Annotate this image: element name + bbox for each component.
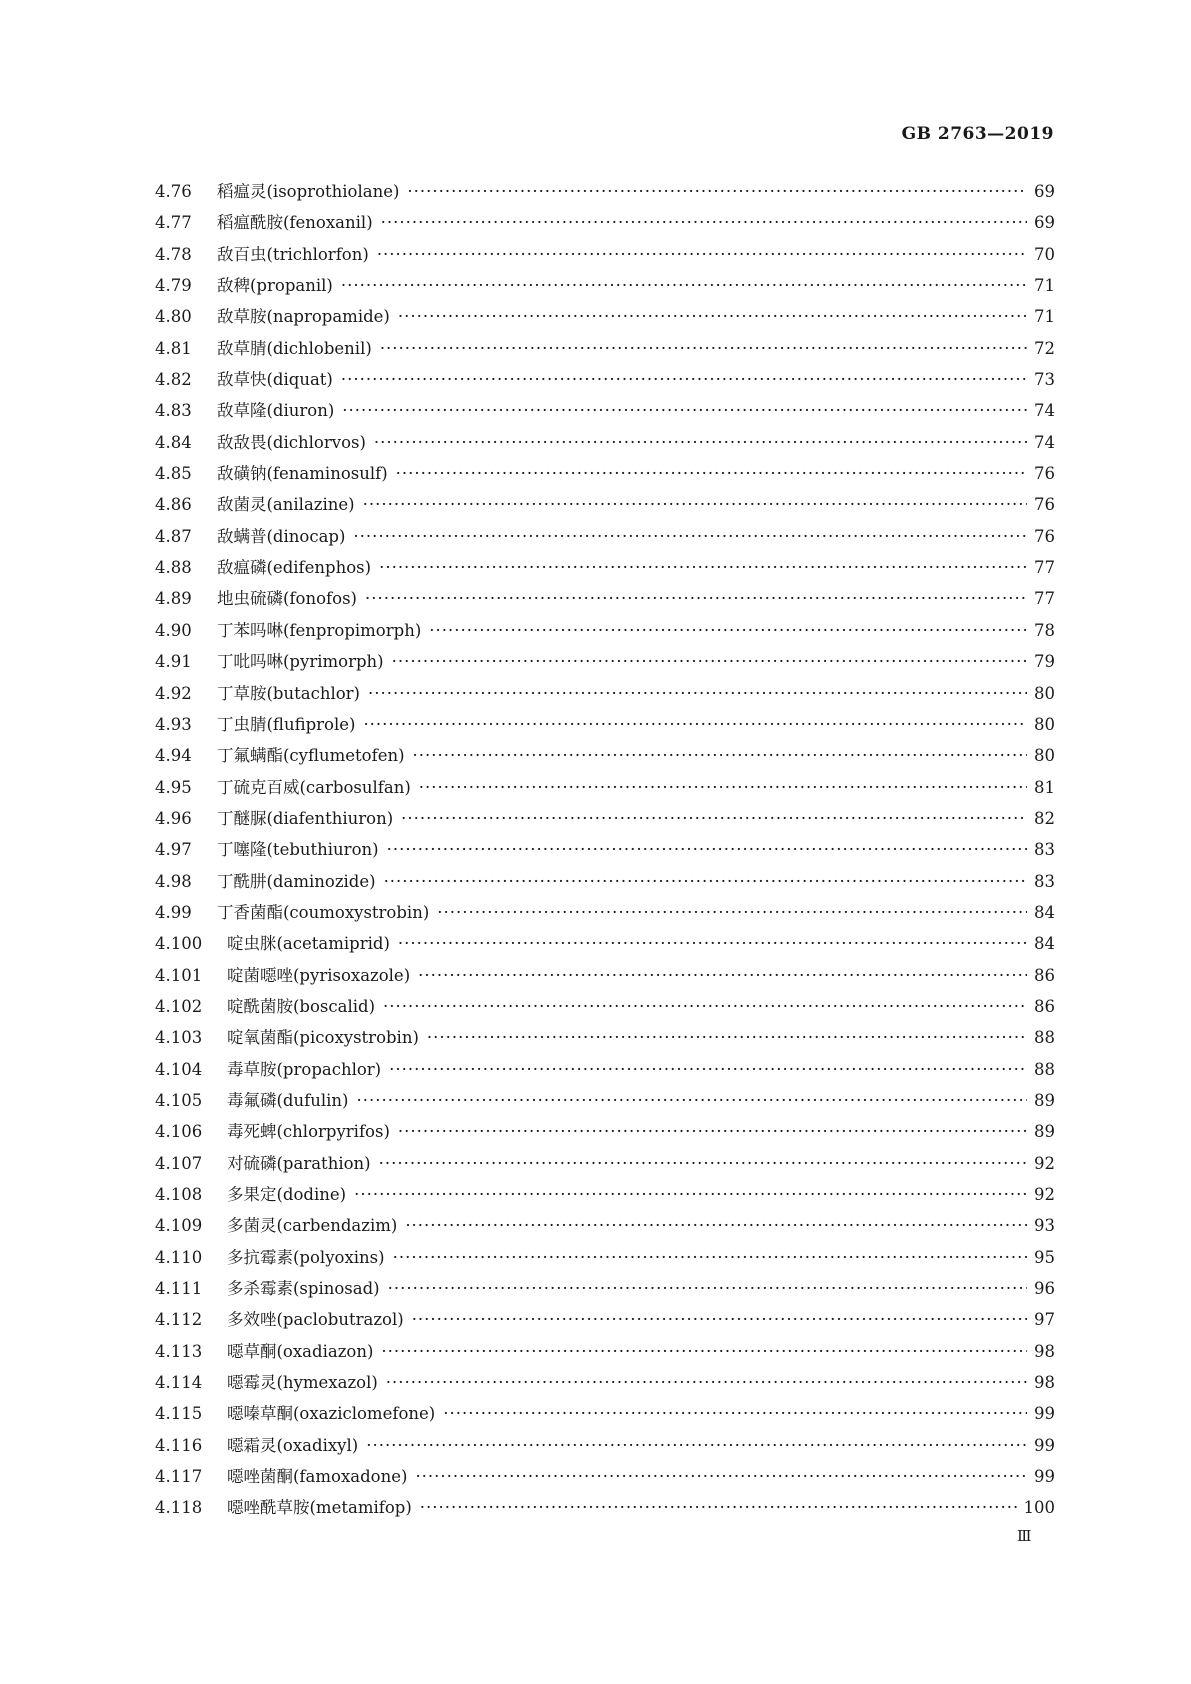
toc-entry-page: 76: [1034, 495, 1055, 515]
toc-entry[interactable]: [155, 429, 1055, 460]
toc-entry-title: 啶酰菌胺(boscalid): [227, 996, 376, 1016]
toc-entry-number: 4.90: [155, 620, 192, 640]
toc-entry-number: 4.96: [155, 808, 192, 828]
toc-entry[interactable]: [155, 962, 1055, 993]
toc-entry-number: 4.88: [155, 558, 192, 578]
toc-leader-dots: [418, 966, 1027, 985]
toc-leader-dots: [405, 1216, 1027, 1235]
toc-entry-page: 77: [1034, 558, 1055, 578]
toc-leader-dots: [381, 1342, 1027, 1361]
toc-entry-page: 89: [1034, 1090, 1055, 1110]
toc-entry-page: 72: [1034, 338, 1055, 358]
toc-entry-page: 84: [1034, 934, 1055, 954]
toc-entry-number: 4.81: [155, 338, 192, 358]
toc-entry[interactable]: [155, 648, 1055, 679]
toc-entry-number: 4.77: [155, 213, 192, 233]
toc-entry[interactable]: [155, 460, 1055, 491]
toc-entry-title: 多抗霉素(polyoxins): [227, 1247, 385, 1267]
toc-entry[interactable]: [155, 303, 1055, 334]
toc-entry[interactable]: [155, 680, 1055, 711]
toc-entry-number: 4.100: [155, 934, 203, 954]
toc-entry-page: 86: [1034, 996, 1055, 1016]
toc-entry-title: 敌稗(propanil): [217, 276, 333, 296]
toc-entry-title: 丁苯吗啉(fenpropimorph): [217, 620, 422, 640]
toc-entry[interactable]: [155, 209, 1055, 240]
toc-entry[interactable]: [155, 930, 1055, 961]
toc-entry-title: 丁香菌酯(coumoxystrobin): [217, 902, 430, 922]
document-header-code: GB 2763—2019: [901, 124, 1054, 144]
toc-entry[interactable]: [155, 585, 1055, 616]
toc-entry[interactable]: [155, 554, 1055, 585]
toc-entry-number: 4.117: [155, 1467, 203, 1487]
toc-leader-dots: [412, 1310, 1027, 1329]
toc-entry-title: 丁虫腈(flufiprole): [217, 714, 356, 734]
toc-entry-title: 地虫硫磷(fonofos): [217, 589, 357, 609]
toc-entry-page: 97: [1034, 1310, 1055, 1330]
toc-entry-page: 88: [1034, 1028, 1055, 1048]
toc-entry[interactable]: [155, 1212, 1055, 1243]
toc-entry-number: 4.112: [155, 1310, 203, 1330]
toc-entry-number: 4.105: [155, 1090, 203, 1110]
toc-entry[interactable]: [155, 335, 1055, 366]
toc-entry-number: 4.87: [155, 526, 192, 546]
toc-entry-title: 稻瘟灵(isoprothiolane): [217, 182, 400, 201]
toc-entry-title: 噁嗪草酮(oxaziclomefone): [227, 1404, 436, 1424]
toc-leader-dots: [443, 1404, 1027, 1423]
toc-entry[interactable]: [155, 1338, 1055, 1369]
toc-entry-title: 敌螨普(dinocap): [217, 526, 346, 546]
toc-entry[interactable]: [155, 241, 1055, 272]
toc-entry-title: 丁酰肼(daminozide): [217, 871, 376, 891]
toc-entry-page: 83: [1034, 840, 1055, 860]
toc-entry-page: 88: [1034, 1059, 1055, 1079]
toc-entry[interactable]: [155, 774, 1055, 805]
toc-entry-title: 敌草隆(diuron): [217, 401, 335, 421]
toc-entry-page: 69: [1034, 182, 1055, 201]
toc-leader-dots: [401, 809, 1027, 828]
toc-entry-title: 敌菌灵(anilazine): [217, 495, 355, 515]
toc-leader-dots: [389, 1060, 1027, 1079]
toc-entry-page: 93: [1034, 1216, 1055, 1236]
toc-entry-page: 79: [1034, 652, 1055, 672]
toc-entry-title: 毒氟磷(dufulin): [227, 1090, 349, 1110]
toc-entry[interactable]: [155, 805, 1055, 836]
toc-entry-number: 4.76: [155, 182, 192, 201]
toc-entry-number: 4.79: [155, 276, 192, 296]
toc-leader-dots: [398, 307, 1027, 326]
toc-entry-title: 敌瘟磷(edifenphos): [217, 558, 372, 578]
toc-leader-dots: [379, 1154, 1027, 1173]
toc-entry-title: 丁草胺(butachlor): [217, 683, 360, 703]
toc-entry-page: 96: [1034, 1279, 1055, 1299]
toc-entry-number: 4.95: [155, 777, 192, 797]
toc-entry-page: 74: [1034, 432, 1055, 452]
toc-leader-dots: [413, 746, 1027, 765]
table-of-contents: [155, 178, 1055, 1526]
toc-leader-dots: [388, 1279, 1027, 1298]
toc-entry[interactable]: [155, 993, 1055, 1024]
toc-entry-number: 4.91: [155, 652, 192, 672]
toc-entry-page: 78: [1034, 620, 1055, 640]
toc-leader-dots: [377, 245, 1027, 264]
toc-entry-title: 敌敌畏(dichlorvos): [217, 432, 366, 452]
toc-entry[interactable]: [155, 1118, 1055, 1149]
toc-leader-dots: [342, 401, 1027, 420]
toc-leader-dots: [429, 621, 1027, 640]
toc-entry-title: 多菌灵(carbendazim): [227, 1216, 398, 1236]
toc-leader-dots: [354, 1185, 1027, 1204]
toc-entry-page: 83: [1034, 871, 1055, 891]
toc-entry-page: 80: [1034, 714, 1055, 734]
toc-entry-page: 92: [1034, 1153, 1055, 1173]
toc-entry-number: 4.101: [155, 965, 203, 985]
toc-entry-number: 4.106: [155, 1122, 203, 1142]
toc-leader-dots: [427, 1028, 1027, 1047]
toc-entry-number: 4.103: [155, 1028, 203, 1048]
toc-entry-page: 71: [1034, 276, 1055, 296]
toc-entry-page: 69: [1034, 213, 1055, 233]
toc-entry-page: 98: [1034, 1373, 1055, 1393]
toc-entry-page: 84: [1034, 902, 1055, 922]
toc-entry[interactable]: [155, 1400, 1055, 1431]
toc-entry[interactable]: [155, 272, 1055, 303]
toc-entry[interactable]: [155, 1275, 1055, 1306]
toc-entry-number: 4.110: [155, 1247, 203, 1267]
toc-entry-number: 4.97: [155, 840, 192, 860]
toc-entry-page: 76: [1034, 526, 1055, 546]
toc-leader-dots: [383, 997, 1027, 1016]
toc-entry[interactable]: [155, 836, 1055, 867]
toc-entry-title: 多杀霉素(spinosad): [227, 1279, 380, 1299]
toc-entry-title: 敌草腈(dichlobenil): [217, 338, 372, 358]
toc-entry-page: 70: [1034, 244, 1055, 264]
toc-entry-number: 4.102: [155, 996, 203, 1016]
toc-leader-dots: [384, 872, 1027, 891]
toc-entry-page: 100: [1023, 1498, 1055, 1518]
toc-entry-title: 丁硫克百威(carbosulfan): [217, 777, 411, 797]
toc-leader-dots: [341, 276, 1027, 295]
toc-entry[interactable]: [155, 1181, 1055, 1212]
toc-leader-dots: [374, 433, 1027, 452]
toc-leader-dots: [387, 840, 1027, 859]
toc-entry[interactable]: [155, 1024, 1055, 1055]
toc-entry-page: 99: [1034, 1467, 1055, 1487]
toc-leader-dots: [365, 589, 1027, 608]
toc-entry-page: 99: [1034, 1435, 1055, 1455]
toc-entry-title: 丁醚脲(diafenthiuron): [217, 808, 394, 828]
toc-entry-number: 4.84: [155, 432, 192, 452]
toc-entry[interactable]: [155, 868, 1055, 899]
toc-entry-number: 4.92: [155, 683, 192, 703]
toc-entry-title: 对硫磷(parathion): [227, 1153, 371, 1173]
toc-entry-number: 4.111: [155, 1279, 203, 1299]
toc-entry-page: 74: [1034, 401, 1055, 421]
toc-leader-dots: [437, 903, 1027, 922]
toc-entry-number: 4.118: [155, 1498, 203, 1518]
toc-entry-title: 噁草酮(oxadiazon): [227, 1341, 374, 1361]
toc-entry-number: 4.115: [155, 1404, 203, 1424]
toc-entry[interactable]: [155, 1056, 1055, 1087]
toc-entry[interactable]: [155, 1306, 1055, 1337]
toc-leader-dots: [392, 652, 1027, 671]
toc-entry[interactable]: [155, 617, 1055, 648]
toc-entry-title: 稻瘟酰胺(fenoxanil): [217, 213, 373, 233]
toc-leader-dots: [356, 1091, 1027, 1110]
toc-entry-title: 啶虫脒(acetamiprid): [227, 934, 390, 954]
toc-entry-number: 4.80: [155, 307, 192, 327]
toc-leader-dots: [363, 715, 1027, 734]
toc-leader-dots: [393, 1248, 1027, 1267]
toc-leader-dots: [353, 527, 1027, 546]
toc-entry[interactable]: [155, 523, 1055, 554]
toc-entry-title: 敌百虫(trichlorfon): [217, 244, 369, 264]
toc-entry-title: 敌草胺(napropamide): [217, 307, 390, 327]
toc-entry-title: 丁氟螨酯(cyflumetofen): [217, 746, 405, 766]
toc-leader-dots: [366, 1436, 1027, 1455]
toc-entry[interactable]: [155, 711, 1055, 742]
toc-entry-page: 71: [1034, 307, 1055, 327]
toc-entry-page: 81: [1034, 777, 1055, 797]
toc-entry-page: 86: [1034, 965, 1055, 985]
toc-entry[interactable]: [155, 899, 1055, 930]
toc-entry-page: 80: [1034, 746, 1055, 766]
toc-entry-title: 毒死蜱(chlorpyrifos): [227, 1122, 390, 1142]
toc-entry-title: 噁唑菌酮(famoxadone): [227, 1467, 408, 1487]
toc-entry-page: 98: [1034, 1341, 1055, 1361]
toc-entry-number: 4.108: [155, 1185, 203, 1204]
toc-entry-number: 4.82: [155, 370, 192, 390]
toc-entry-page: 82: [1034, 808, 1055, 828]
toc-leader-dots: [398, 1122, 1027, 1141]
toc-entry-page: 77: [1034, 589, 1055, 609]
toc-entry[interactable]: [155, 742, 1055, 773]
toc-entry-page: 89: [1034, 1122, 1055, 1142]
toc-entry-number: 4.99: [155, 902, 192, 922]
toc-entry[interactable]: [155, 491, 1055, 522]
toc-entry-title: 啶氧菌酯(picoxystrobin): [227, 1028, 419, 1048]
toc-entry-title: 毒草胺(propachlor): [227, 1059, 382, 1079]
toc-entry-number: 4.94: [155, 746, 192, 766]
toc-entry-number: 4.86: [155, 495, 192, 515]
toc-entry-title: 丁吡吗啉(pyrimorph): [217, 652, 384, 672]
toc-leader-dots: [420, 1498, 1018, 1517]
toc-leader-dots: [380, 339, 1027, 358]
toc-leader-dots: [407, 182, 1027, 201]
toc-entry-number: 4.116: [155, 1435, 203, 1455]
toc-entry-number: 4.109: [155, 1216, 203, 1236]
toc-entry-title: 丁噻隆(tebuthiuron): [217, 840, 379, 860]
toc-entry-title: 噁唑酰草胺(metamifop): [227, 1498, 412, 1518]
toc-leader-dots: [381, 213, 1027, 232]
toc-entry-number: 4.104: [155, 1059, 203, 1079]
toc-entry[interactable]: [155, 366, 1055, 397]
toc-entry-number: 4.83: [155, 401, 192, 421]
toc-entry-title: 敌草快(diquat): [217, 370, 333, 390]
toc-entry-title: 噁霜灵(oxadixyl): [227, 1435, 359, 1455]
toc-leader-dots: [386, 1373, 1027, 1392]
toc-entry-number: 4.93: [155, 714, 192, 734]
toc-entry-page: 80: [1034, 683, 1055, 703]
toc-entry-number: 4.78: [155, 244, 192, 264]
toc-entry-page: 73: [1034, 370, 1055, 390]
toc-leader-dots: [396, 464, 1027, 483]
toc-entry[interactable]: [155, 1150, 1055, 1181]
toc-entry[interactable]: [155, 1463, 1055, 1494]
toc-leader-dots: [419, 778, 1027, 797]
toc-entry-number: 4.89: [155, 589, 192, 609]
toc-entry[interactable]: [155, 1087, 1055, 1118]
toc-entry-title: 啶菌噁唑(pyrisoxazole): [227, 965, 411, 985]
page-number: Ⅲ: [1017, 1527, 1032, 1545]
toc-entry-number: 4.114: [155, 1373, 203, 1393]
toc-entry-title: 多效唑(paclobutrazol): [227, 1310, 404, 1330]
toc-entry-number: 4.113: [155, 1341, 203, 1361]
toc-leader-dots: [341, 370, 1027, 389]
toc-entry-number: 4.98: [155, 871, 192, 891]
toc-entry[interactable]: [155, 397, 1055, 428]
toc-entry-title: 敌磺钠(fenaminosulf): [217, 464, 388, 484]
toc-entry-title: 多果定(dodine): [227, 1185, 347, 1204]
toc-entry-page: 95: [1034, 1247, 1055, 1267]
toc-leader-dots: [398, 934, 1027, 953]
toc-leader-dots: [415, 1467, 1027, 1486]
toc-entry[interactable]: [155, 1244, 1055, 1275]
toc-entry-page: 92: [1034, 1185, 1055, 1204]
toc-entry-number: 4.107: [155, 1153, 203, 1173]
toc-entry-page: 99: [1034, 1404, 1055, 1424]
toc-entry[interactable]: [155, 1369, 1055, 1400]
toc-entry[interactable]: [155, 1432, 1055, 1463]
toc-leader-dots: [363, 495, 1027, 514]
toc-entry-page: 76: [1034, 464, 1055, 484]
toc-leader-dots: [368, 684, 1027, 703]
toc-entry[interactable]: [155, 1494, 1055, 1525]
toc-entry[interactable]: [155, 178, 1055, 209]
toc-entry-title: 噁霉灵(hymexazol): [227, 1373, 378, 1393]
toc-leader-dots: [379, 558, 1027, 577]
toc-entry-number: 4.85: [155, 464, 192, 484]
